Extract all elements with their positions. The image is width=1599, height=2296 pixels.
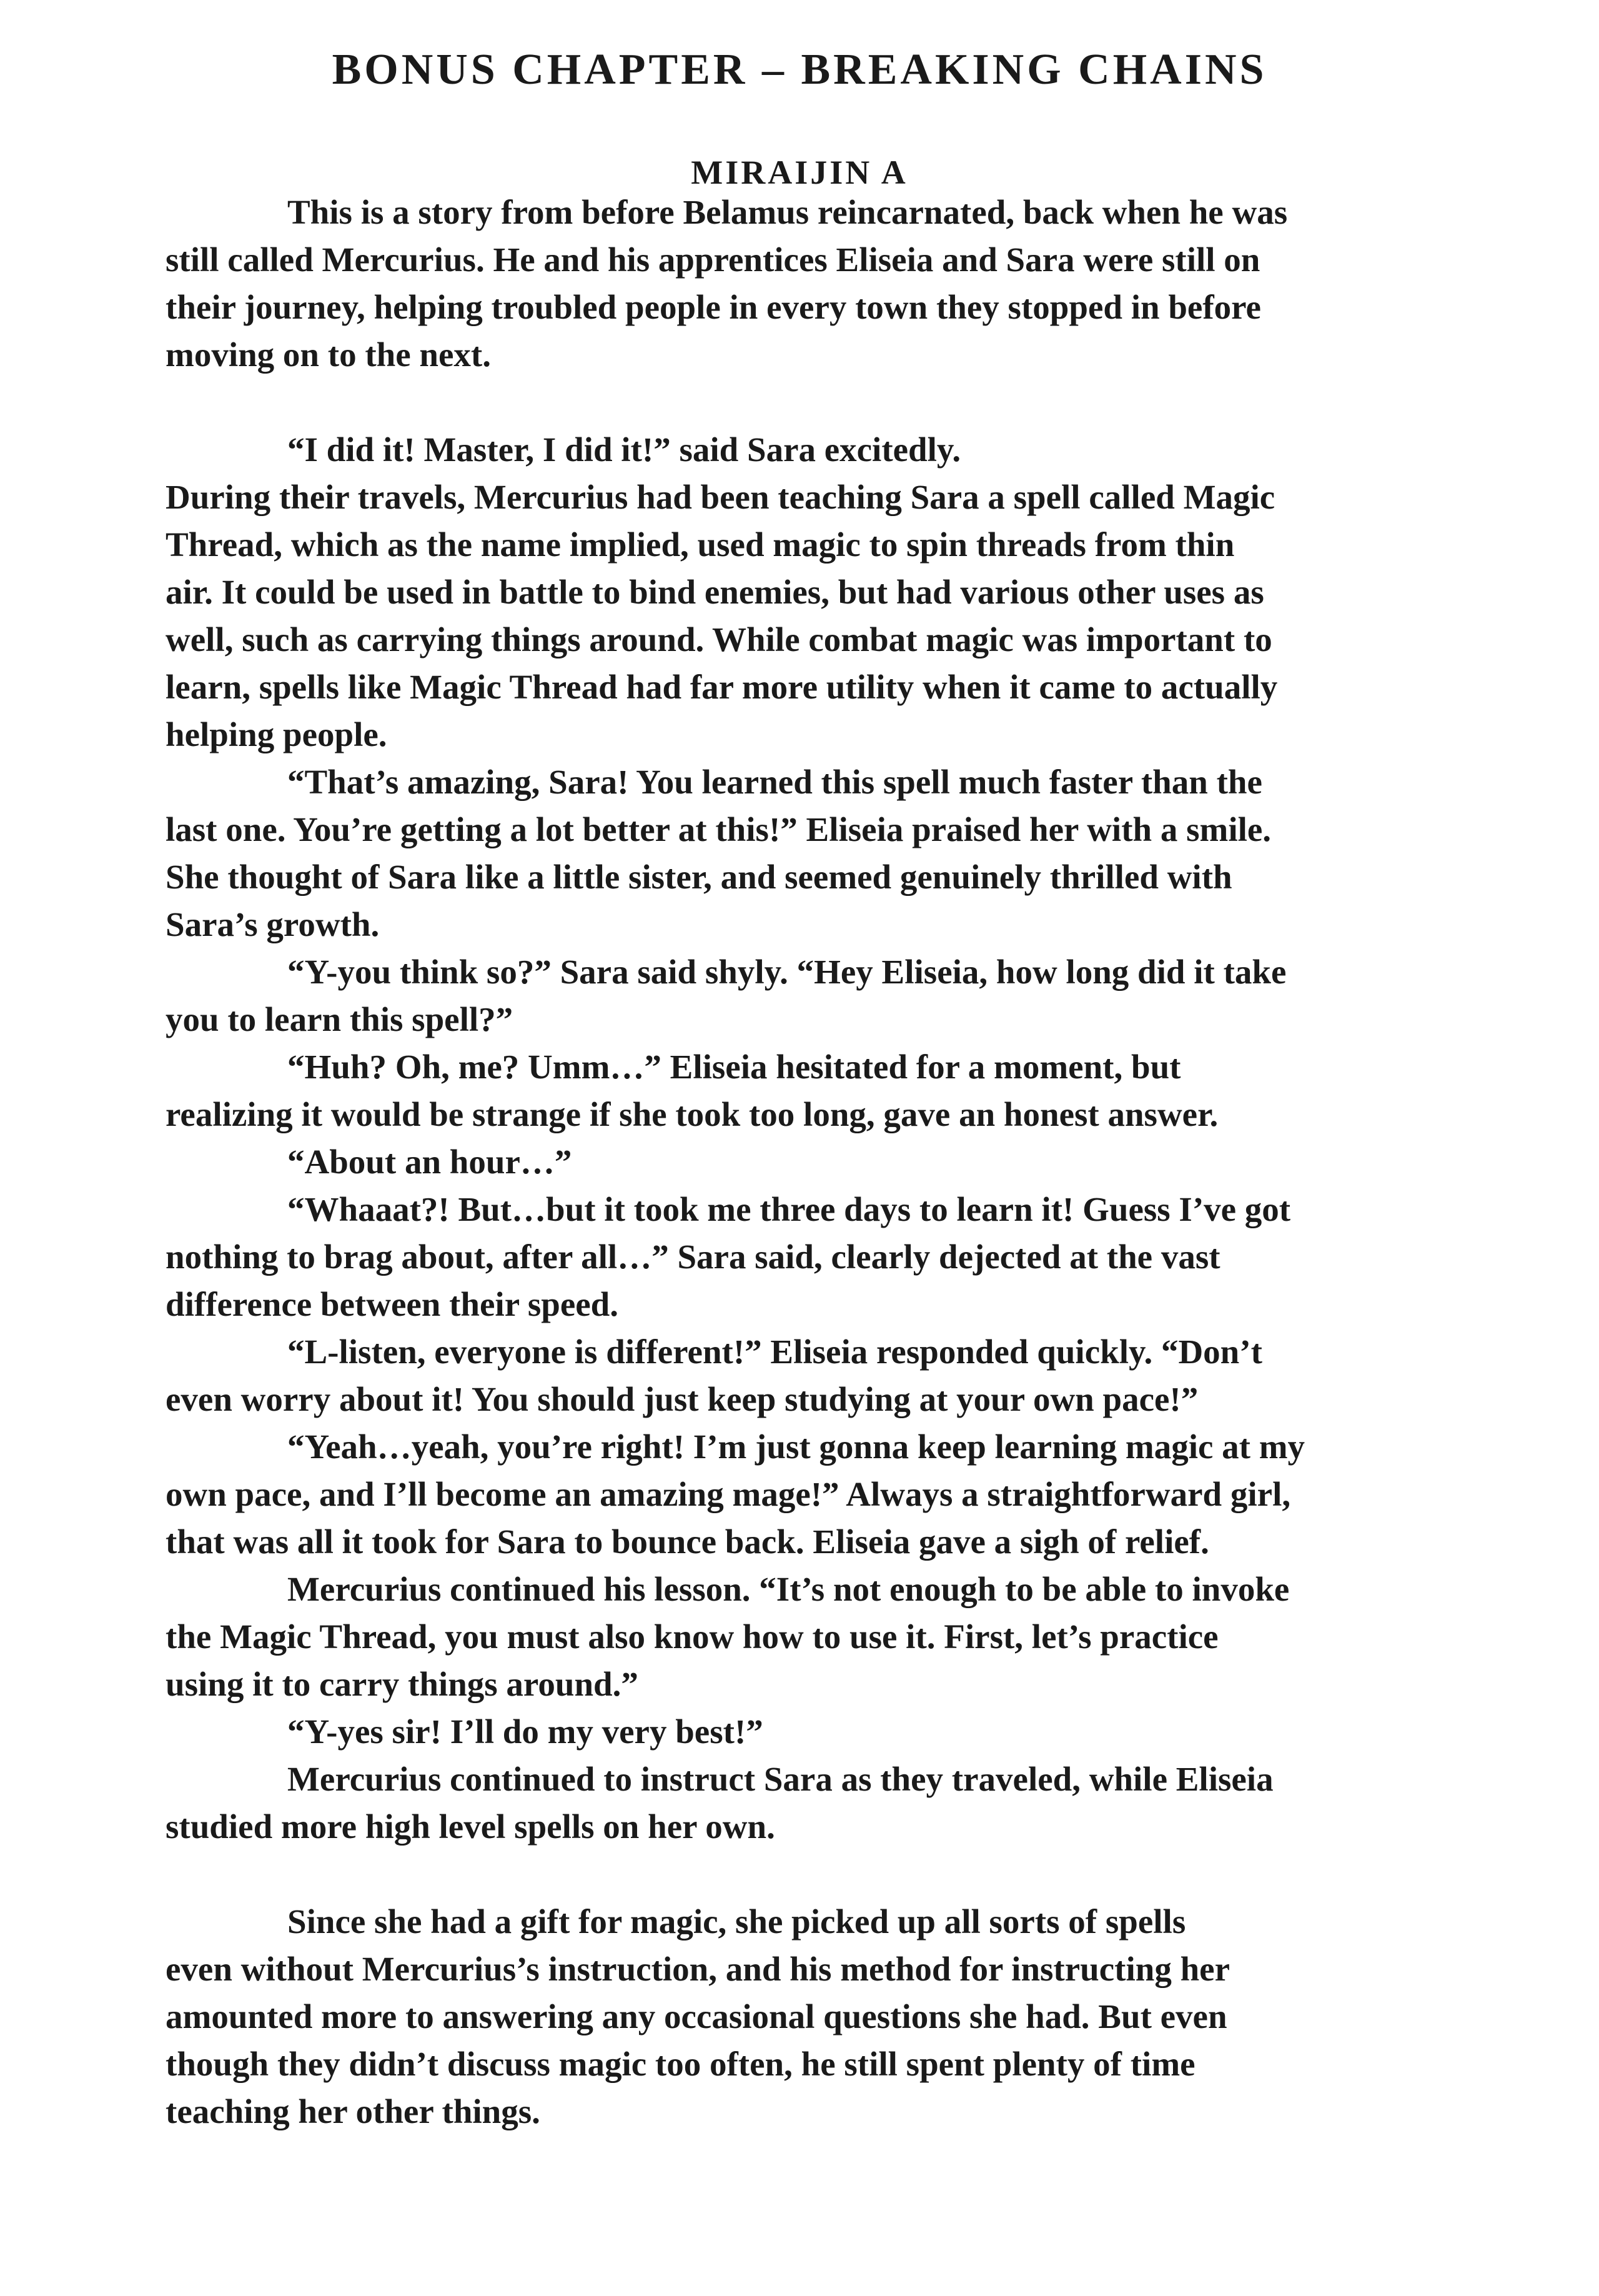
text-line: During their travels, Mercurius had been teaching Sara a spell called Magic <box>166 478 1275 516</box>
text-line: that was all it took for Sara to bounce back. Eliseia gave a sigh of relief. <box>166 1523 1209 1561</box>
text-line: “L-listen, everyone is different!” Eliseia responded quickly. “Don’t <box>287 1333 1262 1371</box>
text-line: even without Mercurius’s instruction, and his method for instructing her <box>166 1950 1230 1988</box>
text-line: This is a story from before Belamus reincarnated, back when he was <box>287 193 1288 231</box>
text-line: difference between their speed. <box>166 1285 619 1323</box>
text-line: “That’s amazing, Sara! You learned this spell much faster than the <box>287 763 1262 801</box>
text-line: “Y-you think so?” Sara said shyly. “Hey Eliseia, how long did it take <box>287 953 1287 991</box>
text-line: even worry about it! You should just keep studying at your own pace!” <box>166 1380 1199 1418</box>
text-line: well, such as carrying things around. While combat magic was important to <box>166 620 1272 658</box>
text-line: Thread, which as the name implied, used magic to spin threads from thin <box>166 525 1235 564</box>
chapter-body <box>166 189 1465 2135</box>
paragraph-gap <box>166 1851 1465 1898</box>
text-line: though they didn’t discuss magic too often, he still spent plenty of time <box>166 2045 1196 2083</box>
author-name: MIRAIJIN A <box>691 154 908 191</box>
chapter-title: BONUS CHAPTER – BREAKING CHAINS <box>332 46 1267 94</box>
text-line: studied more high level spells on her own. <box>166 1807 775 1846</box>
text-line: teaching her other things. <box>166 2092 540 2130</box>
text-line: nothing to brag about, after all…” Sara said, clearly dejected at the vast <box>166 1238 1220 1276</box>
text-line: “About an hour…” <box>287 1143 572 1181</box>
text-line: “Yeah…yeah, you’re right! I’m just gonna keep learning magic at my <box>287 1428 1305 1466</box>
text-line: Since she had a gift for magic, she picked up all sorts of spells <box>287 1902 1186 1941</box>
text-line: “Whaaat?! But…but it took me three days to learn it! Guess I’ve got <box>287 1190 1291 1228</box>
text-line: amounted more to answering any occasional questions she had. But even <box>166 1997 1227 2035</box>
text-line: own pace, and I’ll become an amazing mage!” Always a straightforward girl, <box>166 1475 1291 1513</box>
text-line: “I did it! Master, I did it!” said Sara excitedly. <box>287 430 961 469</box>
text-line: Mercurius continued to instruct Sara as they traveled, while Eliseia <box>287 1760 1274 1798</box>
text-line: “Y-yes sir! I’ll do my very best!” <box>287 1712 763 1751</box>
text-line: still called Mercurius. He and his apprentices Eliseia and Sara were still on <box>166 241 1260 279</box>
text-line: She thought of Sara like a little sister, and seemed genuinely thrilled with <box>166 858 1232 896</box>
text-line: air. It could be used in battle to bind enemies, but had various other uses as <box>166 573 1264 611</box>
text-line: Sara’s growth. <box>166 905 380 943</box>
text-line: using it to carry things around.” <box>166 1665 638 1703</box>
text-line: you to learn this spell?” <box>166 1000 513 1038</box>
paragraph-gap <box>166 379 1465 426</box>
text-line: “Huh? Oh, me? Umm…” Eliseia hesitated for a moment, but <box>287 1048 1181 1086</box>
text-line: last one. You’re getting a lot better at this!” Eliseia praised her with a smile. <box>166 810 1272 848</box>
text-line: moving on to the next. <box>166 335 491 374</box>
text-line: learn, spells like Magic Thread had far more utility when it came to actually <box>166 668 1278 706</box>
text-line: realizing it would be strange if she took too long, gave an honest answer. <box>166 1095 1219 1133</box>
text-line: Mercurius continued his lesson. “It’s not enough to be able to invoke <box>287 1570 1290 1608</box>
text-line: helping people. <box>166 715 387 753</box>
text-line: their journey, helping troubled people in every town they stopped in before <box>166 288 1261 326</box>
text-line: the Magic Thread, you must also know how to use it. First, let’s practice <box>166 1618 1219 1656</box>
